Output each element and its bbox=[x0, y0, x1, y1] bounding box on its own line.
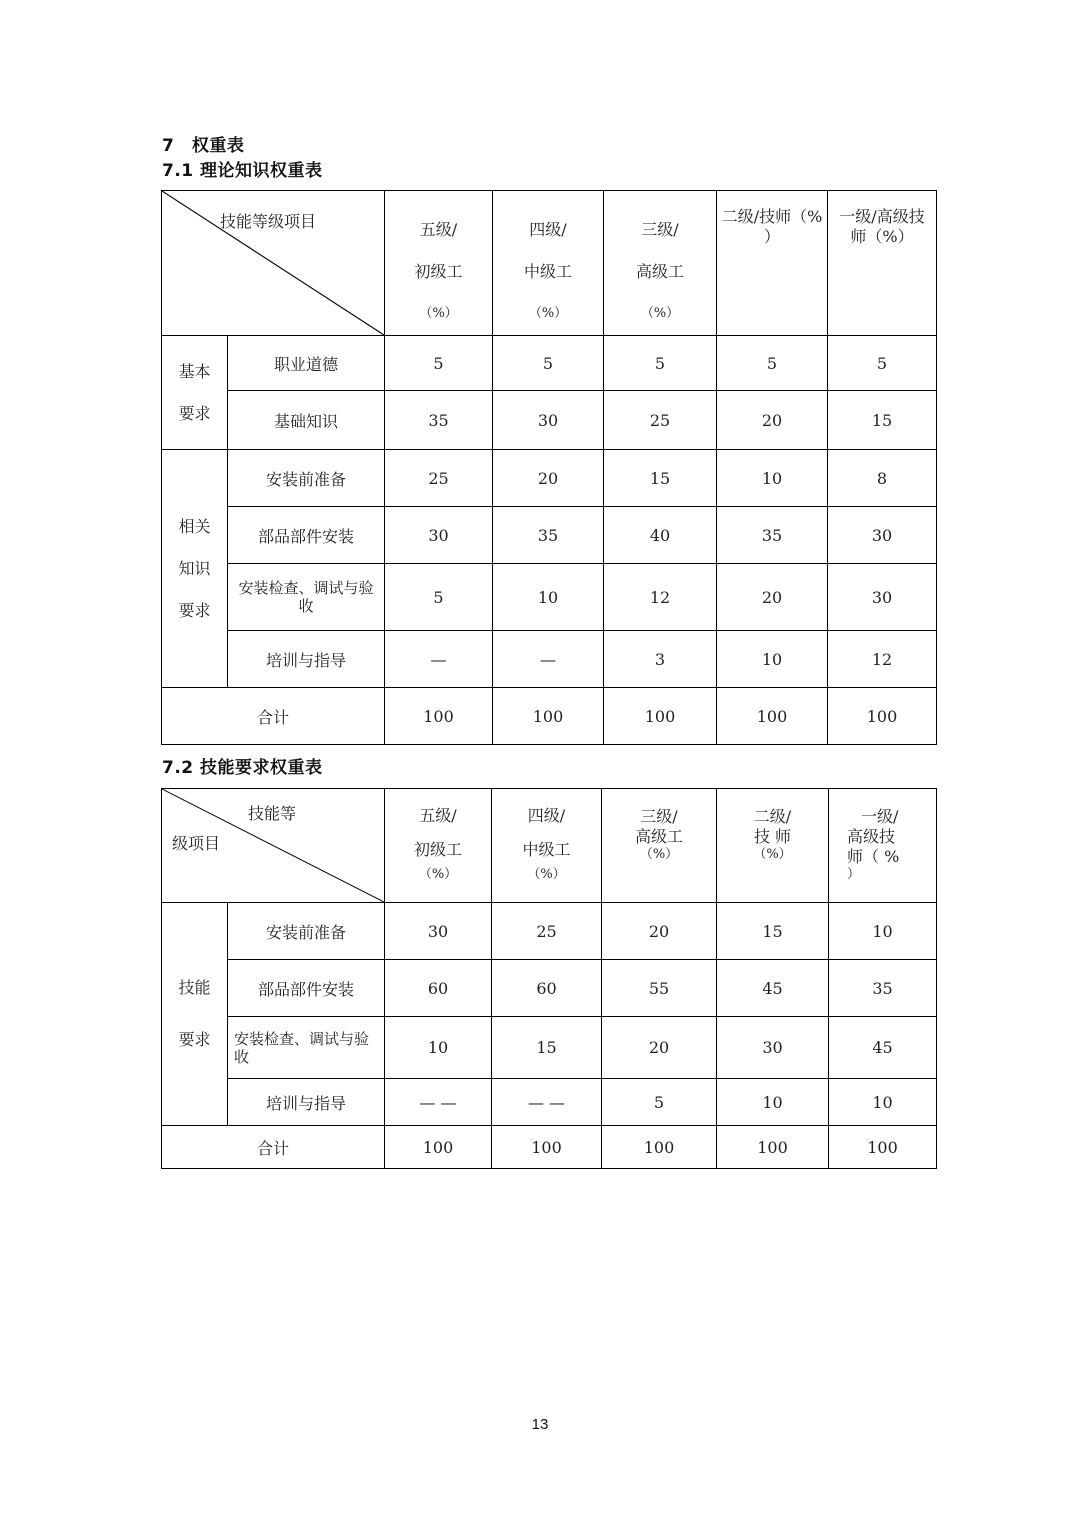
group-label: 要求 bbox=[178, 1030, 211, 1049]
level-header-3 bbox=[602, 789, 717, 903]
value-cell: 30 bbox=[493, 391, 604, 450]
value-cell: 35 bbox=[493, 507, 604, 564]
subsection-heading-theory: 7.1 理论知识权重表 bbox=[162, 161, 323, 181]
value-cell: 5 bbox=[385, 564, 493, 631]
value-cell: 10 bbox=[385, 1017, 492, 1079]
level-line: 一级/ bbox=[861, 807, 899, 826]
level-unit: （%） bbox=[640, 306, 680, 321]
page-number: 13 bbox=[531, 1416, 549, 1433]
table-header-row bbox=[162, 789, 937, 903]
level-line: 五级/ bbox=[419, 806, 457, 825]
level-line: 二级/ bbox=[753, 807, 792, 826]
group-label: 要求 bbox=[178, 600, 211, 620]
value-cell: 3 bbox=[604, 631, 717, 688]
value-cell: 30 bbox=[828, 564, 937, 631]
subsection-heading-skills: 7.2 技能要求权重表 bbox=[162, 758, 323, 778]
table-row bbox=[162, 1079, 937, 1126]
level-line: 师（%） bbox=[850, 227, 914, 246]
level-line: 三级/ bbox=[641, 220, 679, 239]
total-cell: 100 bbox=[717, 688, 828, 745]
value-cell: 60 bbox=[385, 960, 492, 1017]
group-label: 知识 bbox=[178, 558, 211, 578]
value-cell: 10 bbox=[717, 1079, 829, 1126]
level-line: 技 师 bbox=[753, 827, 792, 846]
value-cell: 20 bbox=[717, 391, 828, 450]
value-cell: 5 bbox=[385, 336, 493, 391]
level-unit: （%） bbox=[639, 847, 679, 862]
level-line: 高级工 bbox=[635, 262, 684, 281]
item-cell: 部品部件安装 bbox=[228, 960, 385, 1017]
value-cell: — bbox=[493, 631, 604, 688]
level-line: 四级/ bbox=[529, 220, 567, 239]
level-header-1 bbox=[829, 789, 937, 903]
value-cell: 15 bbox=[492, 1017, 602, 1079]
level-header-3 bbox=[604, 191, 717, 336]
value-cell: 5 bbox=[828, 336, 937, 391]
value-cell: 5 bbox=[493, 336, 604, 391]
total-cell: 100 bbox=[493, 688, 604, 745]
level-header-1 bbox=[828, 191, 937, 336]
corner-header-cell bbox=[162, 191, 385, 336]
level-line: 初级工 bbox=[413, 840, 462, 859]
value-cell: 20 bbox=[717, 564, 828, 631]
level-header-2 bbox=[717, 191, 828, 336]
item-cell: 安装前准备 bbox=[228, 903, 385, 960]
value-cell: 35 bbox=[829, 960, 937, 1017]
total-cell: 100 bbox=[602, 1126, 717, 1169]
value-cell: 30 bbox=[717, 1017, 829, 1079]
group-related-cell bbox=[162, 450, 228, 688]
value-cell: — — bbox=[492, 1079, 602, 1126]
value-cell: 5 bbox=[717, 336, 828, 391]
level-line: 初级工 bbox=[414, 262, 463, 281]
skills-weight-table bbox=[161, 788, 937, 1169]
level-line: 高级工 bbox=[634, 827, 683, 846]
value-cell: 10 bbox=[717, 631, 828, 688]
total-label: 合计 bbox=[162, 1126, 385, 1169]
item-cell: 培训与指导 bbox=[228, 631, 385, 688]
value-cell: 15 bbox=[604, 450, 717, 507]
table-row bbox=[162, 631, 937, 688]
table-row bbox=[162, 903, 937, 960]
level-line: ） bbox=[763, 227, 780, 246]
total-cell: 100 bbox=[828, 688, 937, 745]
item-cell: 职业道德 bbox=[228, 336, 385, 391]
total-label: 合计 bbox=[162, 688, 385, 745]
value-cell: 25 bbox=[604, 391, 717, 450]
level-header-5 bbox=[385, 789, 492, 903]
level-line: 高级技 bbox=[847, 827, 896, 846]
item-cell: 部品部件安装 bbox=[228, 507, 385, 564]
total-cell: 100 bbox=[385, 1126, 492, 1169]
level-header-4 bbox=[492, 789, 602, 903]
table-total-row bbox=[162, 1126, 937, 1169]
level-line: 四级/ bbox=[527, 806, 566, 825]
value-cell: 12 bbox=[604, 564, 717, 631]
level-line: 二级/技师（% bbox=[721, 207, 823, 226]
theory-weight-table bbox=[161, 190, 937, 745]
item-cell: 安装前准备 bbox=[228, 450, 385, 507]
level-line: 中级工 bbox=[522, 840, 571, 859]
value-cell: 60 bbox=[492, 960, 602, 1017]
item-cell: 培训与指导 bbox=[228, 1079, 385, 1126]
value-cell: 30 bbox=[385, 507, 493, 564]
total-cell: 100 bbox=[385, 688, 493, 745]
value-cell: 5 bbox=[602, 1079, 717, 1126]
value-cell: 40 bbox=[604, 507, 717, 564]
level-line: 三级/ bbox=[640, 807, 678, 826]
value-cell: 10 bbox=[717, 450, 828, 507]
group-label: 要求 bbox=[178, 403, 211, 423]
value-cell: 20 bbox=[602, 903, 717, 960]
table-row bbox=[162, 450, 937, 507]
group-label: 技能 bbox=[178, 978, 211, 997]
value-cell: 35 bbox=[385, 391, 493, 450]
value-cell: 10 bbox=[493, 564, 604, 631]
corner-label-bottom: 级项目 bbox=[172, 834, 221, 853]
value-cell: 30 bbox=[385, 903, 492, 960]
level-line: 师（ % bbox=[847, 847, 900, 866]
table-row bbox=[162, 1017, 937, 1079]
value-cell: 55 bbox=[602, 960, 717, 1017]
item-cell: 安装检查、调试与验收 bbox=[228, 564, 385, 631]
level-line: 五级/ bbox=[419, 220, 458, 239]
table-row bbox=[162, 391, 937, 450]
group-skills-cell bbox=[162, 903, 228, 1126]
value-cell: 20 bbox=[493, 450, 604, 507]
group-label: 基本 bbox=[178, 361, 211, 381]
total-cell: 100 bbox=[492, 1126, 602, 1169]
total-cell: 100 bbox=[717, 1126, 829, 1169]
level-unit: （%） bbox=[419, 306, 458, 321]
group-label: 相关 bbox=[178, 516, 211, 536]
value-cell: 12 bbox=[828, 631, 937, 688]
value-cell: — — bbox=[385, 1079, 492, 1126]
level-line: ） bbox=[847, 867, 861, 882]
value-cell: 10 bbox=[829, 1079, 937, 1126]
table-header-row bbox=[162, 191, 937, 336]
value-cell: 5 bbox=[604, 336, 717, 391]
table-row bbox=[162, 336, 937, 391]
value-cell: 25 bbox=[492, 903, 602, 960]
corner-header-cell bbox=[162, 789, 385, 903]
value-cell: 35 bbox=[717, 507, 828, 564]
total-cell: 100 bbox=[604, 688, 717, 745]
value-cell: 15 bbox=[717, 903, 829, 960]
value-cell: 25 bbox=[385, 450, 493, 507]
level-unit: （%） bbox=[418, 867, 458, 882]
value-cell: 45 bbox=[829, 1017, 937, 1079]
level-header-2 bbox=[717, 789, 829, 903]
value-cell: 30 bbox=[828, 507, 937, 564]
level-header-5 bbox=[385, 191, 493, 336]
corner-label: 技能等级项目 bbox=[220, 212, 317, 231]
item-cell: 安装检查、调试与验收 bbox=[228, 1017, 385, 1079]
level-unit: （%） bbox=[753, 847, 792, 862]
section-heading: 7 权重表 bbox=[162, 136, 245, 156]
level-unit: （%） bbox=[527, 867, 566, 882]
level-line: 中级工 bbox=[523, 262, 572, 281]
table-total-row bbox=[162, 688, 937, 745]
total-cell: 100 bbox=[829, 1126, 937, 1169]
level-line: 一级/高级技 bbox=[839, 207, 925, 226]
item-cell: 基础知识 bbox=[228, 391, 385, 450]
level-unit: （%） bbox=[528, 306, 568, 321]
value-cell: 15 bbox=[828, 391, 937, 450]
value-cell: 20 bbox=[602, 1017, 717, 1079]
level-header-4 bbox=[493, 191, 604, 336]
value-cell: — bbox=[385, 631, 493, 688]
corner-label-top: 技能等 bbox=[248, 804, 297, 823]
value-cell: 45 bbox=[717, 960, 829, 1017]
value-cell: 8 bbox=[828, 450, 937, 507]
table-row bbox=[162, 507, 937, 564]
group-basic-cell bbox=[162, 336, 228, 450]
table-row bbox=[162, 960, 937, 1017]
value-cell: 10 bbox=[829, 903, 937, 960]
table-row bbox=[162, 564, 937, 631]
